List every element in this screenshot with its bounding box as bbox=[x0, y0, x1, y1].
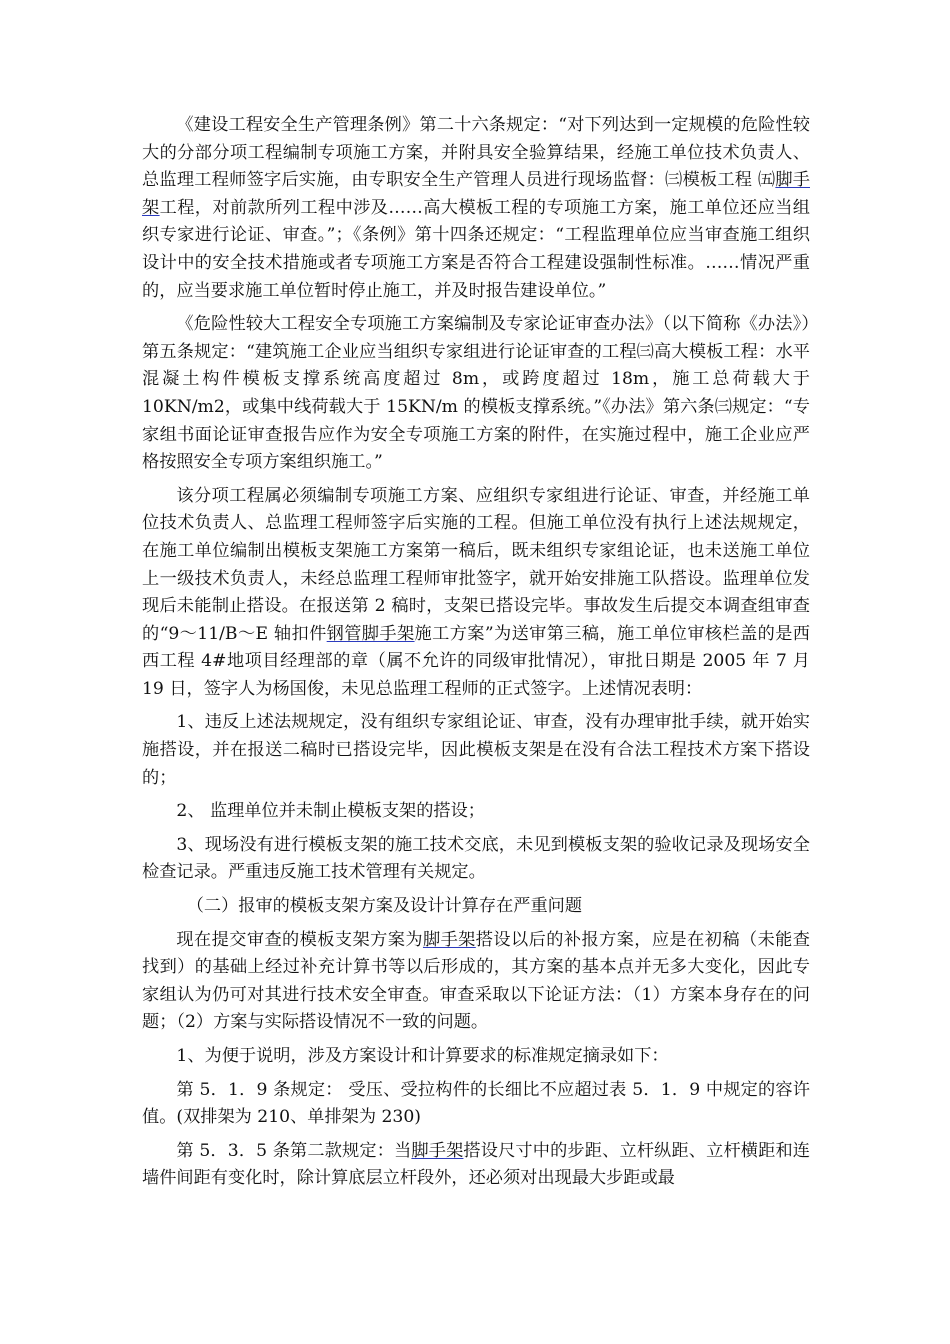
paragraph-project-facts bbox=[142, 483, 810, 704]
paragraph-text: 该分项工程属必须编制专项施工方案、应组织专家组进行论证、审查，并经施工单位技术负责人、总监理工程师签字后实施的工程。但施工单位没有执行上述法规规定，在施工单位编制出模板支架施工方案第一稿后，既未组织专家组论证，也未送施工单位上一级技术负责人，未经总监理工程师审批签字，就开始安排施工队搭设。监理单位发现后未能制止搭设。在报送第 2 稿时，支架已搭设完毕。事故发生后提交本调查组审查的“9～11/B～E 轴扣件 bbox=[142, 485, 810, 644]
paragraph-article-5-1-9: 第 5．1．9 条规定： 受压、受拉构件的长细比不应超过表 5．1．9 中规定的容许值。(双排架为 210、单排架为 230) bbox=[142, 1079, 810, 1128]
scaffold-link[interactable]: 脚手架 bbox=[422, 929, 476, 950]
paragraph-review-method bbox=[142, 927, 810, 1037]
list-item-2: 2、 监理单位并未制止模板支架的搭设； bbox=[176, 801, 485, 822]
paragraph-text: 搭设以后的补报方案，应是在初稿（未能查找到）的基础上经过补充计算书等以后形成的，其方案的基本点并无多大变化，因此专家组认为仍可对其进行技术安全审查。审查采取以下论证方法：（1）方案本身存在的问题；（2）方案与实际搭设情况不一致的问题。 bbox=[142, 929, 810, 1033]
paragraph-text: 第 5．3．5 条第二款规定：当 bbox=[176, 1140, 412, 1161]
paragraph-text: 施工方案”为送审第三稿，施工单位审核栏盖的是西西工程 4#地项目经理部的章（属不允许的同级审批情况），审批日期是 2005 年 7 月 19 日，签字人为杨国俊，未见总监理工程师的正式签字。上述情况表明： bbox=[142, 623, 810, 699]
scaffold-link[interactable]: 脚手架 bbox=[142, 170, 810, 218]
list-item-3: 3、现场没有进行模板支架的施工技术交底，未见到模板支架的验收记录及现场安全检查记录。严重违反施工技术管理有关规定。 bbox=[142, 834, 810, 883]
section-heading-2: （二）报审的模板支架方案及设计计算存在严重问题 bbox=[186, 896, 583, 917]
list-item-1: 1、违反上述法规规定，没有组织专家组论证、审查，没有办理审批手续，就开始实施搭设，并在报送二稿时已搭设完毕，因此模板支架是在没有合法工程技术方案下搭设的； bbox=[142, 712, 810, 788]
paragraph-text: 工程，对前款所列工程中涉及……高大模板工程的专项施工方案，施工单位还应当组织专家进行论证、审查。”；《条例》第十四条还规定：“工程监理单位应当审查施工组织设计中的安全技术措施或者专项施工方案是否符合工程建设强制性标准。……情况严重的，应当要求施工单位暂时停止施工，并及时报告建设单位。” bbox=[142, 197, 810, 301]
paragraph-text: 搭设尺寸中的步距、立杆纵距、立杆横距和连墙件间距有变化时，除计算底层立杆段外，还必须对出现最大步距或最 bbox=[142, 1140, 810, 1189]
paragraph-regulation-26 bbox=[142, 112, 810, 305]
steel-pipe-scaffold-link[interactable]: 钢管脚手架 bbox=[326, 623, 415, 644]
scaffold-link[interactable]: 脚手架 bbox=[411, 1140, 464, 1161]
paragraph-text: 《建设工程安全生产管理条例》第二十六条规定：“对下列达到一定规模的危险性较大的分部分项工程编制专项施工方案，并附具安全验算结果，经施工单位技术负责人、总监理工程师签字后实施，由专职安全生产管理人员进行现场监督：㈢模板工程 ㈤ bbox=[142, 115, 810, 191]
paragraph-article-5-3-5 bbox=[142, 1138, 810, 1193]
paragraph-standards-intro: 1、为便于说明，涉及方案设计和计算要求的标准规定摘录如下： bbox=[176, 1046, 669, 1066]
paragraph-measures-article5: 《危险性较大工程安全专项施工方案编制及专家论证审查办法》（以下简称《办法》）第五条规定：“建筑施工企业应当组织专家组进行论证审查的工程㈢高大模板工程：水平混凝土构件模板支撑系统高度超过 8m，或跨度超过 18m，施工总荷载大于 10KN/m2，或集中线荷载大于 15KN/m 的模板支撑系统。”《办法》第六条㈢规定：“专家组书面论证审查报告应作为安全专项施工方案的附件，在实施过程中，施工企业应严格按照安全专项方案组织施工。” bbox=[142, 314, 810, 473]
paragraph-text: 现在提交审查的模板支架方案为 bbox=[176, 929, 423, 950]
document-page bbox=[142, 112, 810, 1199]
